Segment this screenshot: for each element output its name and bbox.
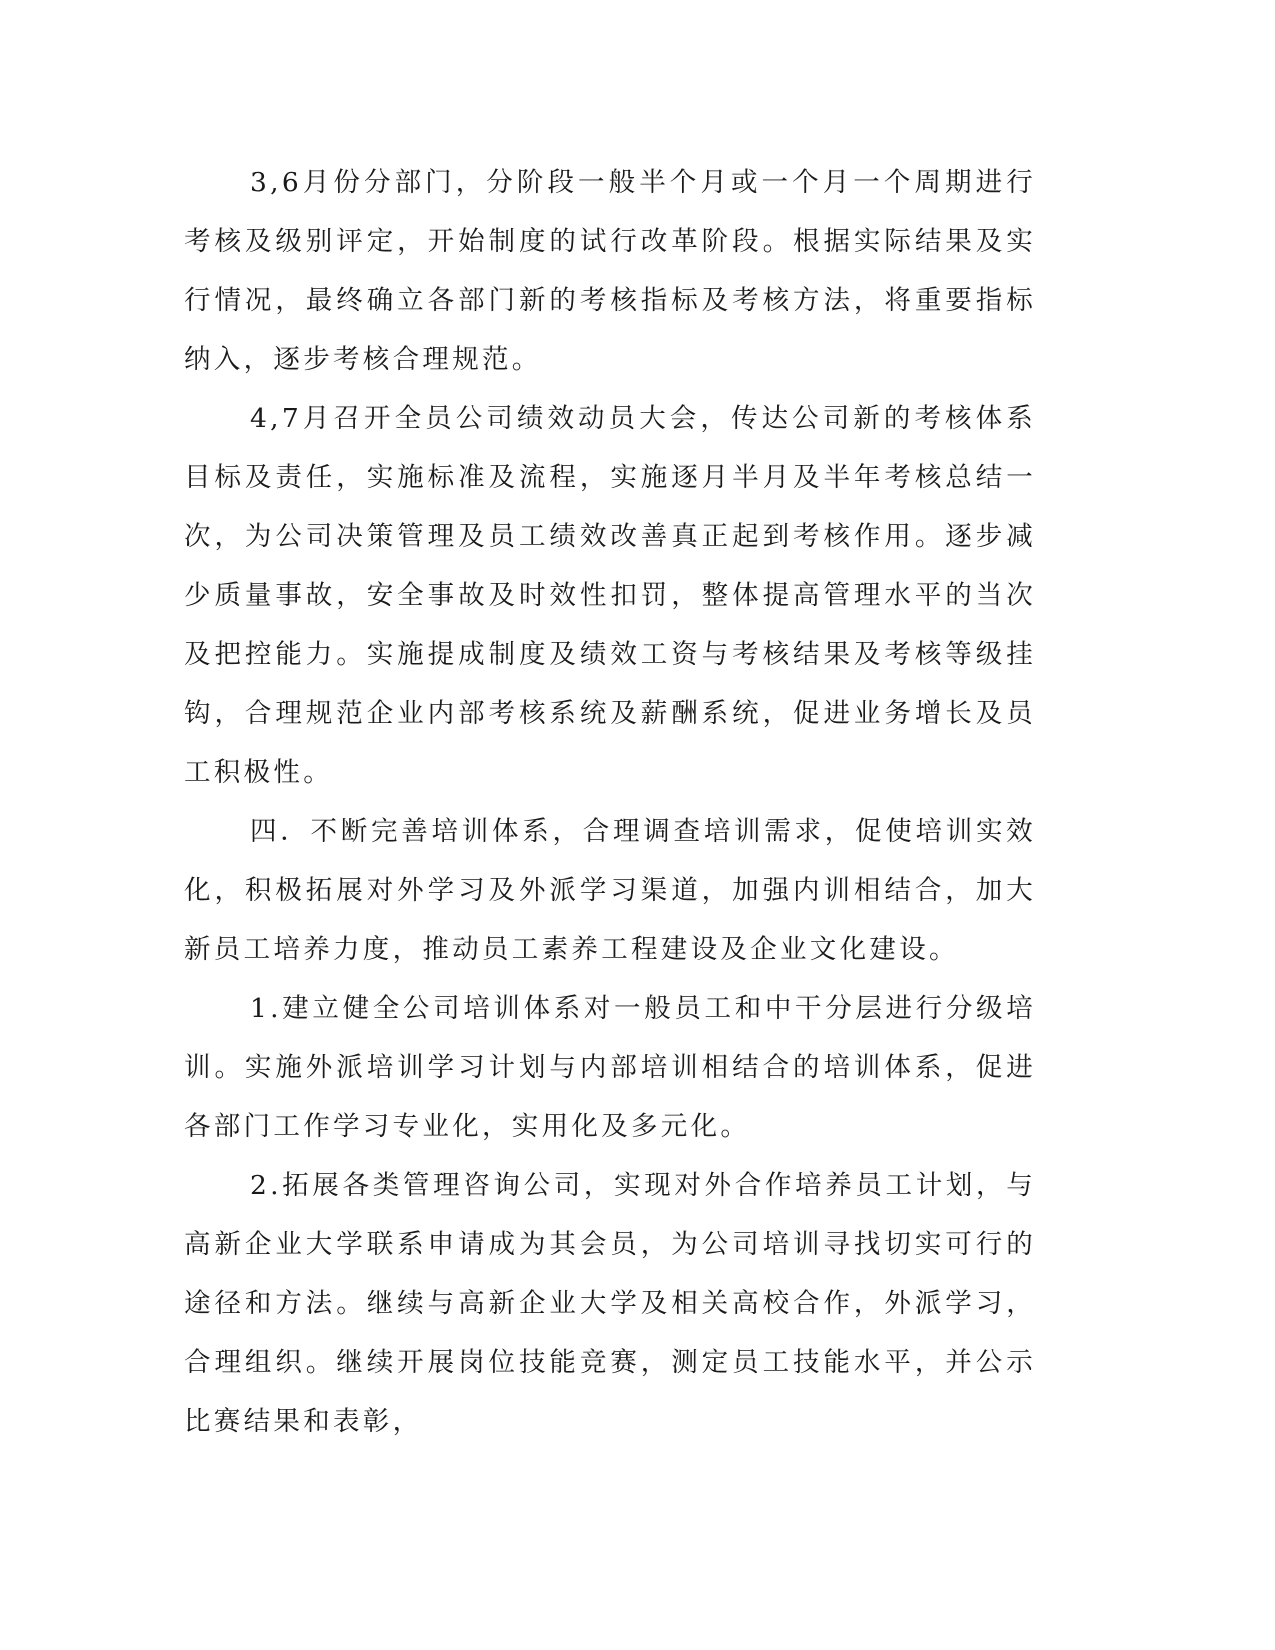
document-body: [184, 153, 1036, 1451]
paragraph-consulting-cooperation: 2.拓展各类管理咨询公司，实现对外合作培养员工计划，与高新企业大学联系申请成为其会员，为公司培训寻找切实可行的途径和方法。继续与高新企业大学及相关高校合作，外派学习，合理组织。继续开展岗位技能竞赛，测定员工技能水平，并公示比赛结果和表彰，: [184, 1170, 1036, 1437]
paragraph-training-system-heading: 四．不断完善培训体系，合理调查培训需求，促使培训实效化，积极拓展对外学习及外派学习渠道，加强内训相结合，加大新员工培养力度，推动员工素养工程建设及企业文化建设。: [184, 816, 1036, 965]
paragraph-assessment-trial: 3,6月份分部门，分阶段一般半个月或一个月一个周期进行考核及级别评定，开始制度的试行改革阶段。根据实际结果及实行情况，最终确立各部门新的考核指标及考核方法，将重要指标纳入，逐步考核合理规范。: [184, 167, 1036, 375]
paragraph-performance-meeting: 4,7月召开全员公司绩效动员大会，传达公司新的考核体系目标及责任，实施标准及流程，实施逐月半月及半年考核总结一次，为公司决策管理及员工绩效改善真正起到考核作用。逐步减少质量事故，安全事故及时效性扣罚，整体提高管理水平的当次及把控能力。实施提成制度及绩效工资与考核结果及考核等级挂钩，合理规范企业内部考核系统及薪酬系统，促进业务增长及员工积极性。: [184, 403, 1036, 788]
paragraph-training-hierarchy: 1.建立健全公司培训体系对一般员工和中干分层进行分级培训。实施外派培训学习计划与内部培训相结合的培训体系，促进各部门工作学习专业化，实用化及多元化。: [184, 993, 1036, 1142]
